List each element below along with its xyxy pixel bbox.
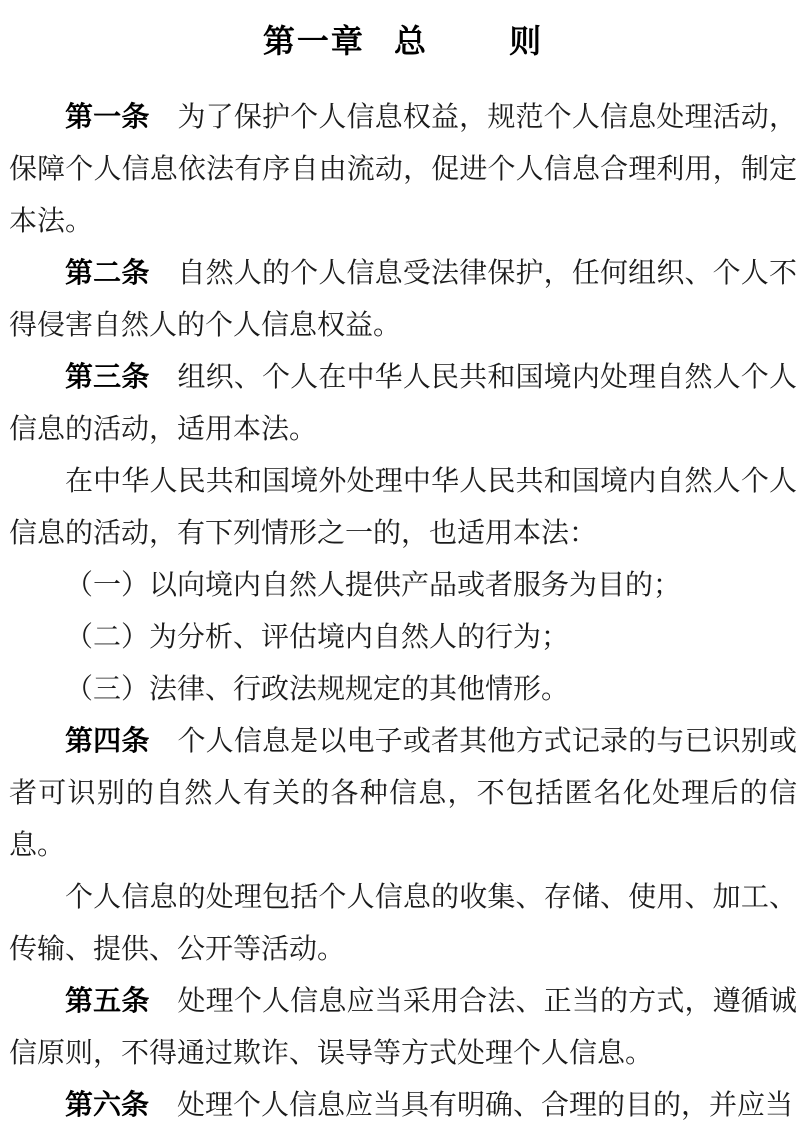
paragraph-article-3-extraterritorial [9, 455, 797, 559]
article-4-processing-definition-text: 个人信息的处理包括个人信息的收集、存储、使用、加工、传输、提供、公开等活动。 [9, 880, 797, 965]
paragraph-article-4-processing-definition [9, 871, 797, 975]
article-6-number: 第六条 [65, 1088, 150, 1121]
paragraph-article-6 [9, 1079, 797, 1131]
article-5-number: 第五条 [65, 984, 150, 1017]
list-item-3 [9, 663, 797, 715]
article-4-number: 第四条 [65, 724, 150, 757]
article-3-text: 组织、个人在中华人民共和国境内处理自然人个人信息的活动，适用本法。 [9, 360, 797, 445]
chapter-title [0, 0, 806, 61]
chapter-name-second: 则 [509, 22, 544, 60]
article-2-text: 自然人的个人信息受法律保护，任何组织、个人不得侵害自然人的个人信息权益。 [9, 256, 797, 341]
article-5-text: 处理个人信息应当采用合法、正当的方式，遵循诚信原则，不得通过欺诈、误导等方式处理个人信息。 [9, 984, 797, 1069]
chapter-number: 第一章 [262, 22, 365, 60]
paragraph-article-2 [9, 247, 797, 351]
paragraph-article-4 [9, 715, 797, 871]
list-item-1 [9, 559, 797, 611]
article-3-number: 第三条 [65, 360, 150, 393]
paragraph-article-3 [9, 351, 797, 455]
article-1-number: 第一条 [65, 100, 150, 133]
list-item-3-text: （三）法律、行政法规规定的其他情形。 [65, 672, 570, 705]
paragraph-article-5 [9, 975, 797, 1079]
article-body [9, 91, 797, 1131]
article-6-text: 处理个人信息应当具有明确、合理的目的，并应当 [177, 1088, 794, 1121]
article-4-text: 个人信息是以电子或者其他方式记录的与已识别或者可识别的自然人有关的各种信息，不包括匿名化处理后的信息。 [9, 724, 797, 861]
list-item-2-text: （二）为分析、评估境内自然人的行为； [65, 620, 570, 653]
chapter-name-first: 总 [393, 22, 428, 60]
list-item-1-text: （一）以向境内自然人提供产品或者服务为目的； [65, 568, 682, 601]
paragraph-article-1 [9, 91, 797, 247]
article-2-number: 第二条 [65, 256, 150, 289]
list-item-2 [9, 611, 797, 663]
article-3-extraterritorial-text: 在中华人民共和国境外处理中华人民共和国境内自然人个人信息的活动，有下列情形之一的，也适用本法： [9, 464, 797, 549]
article-1-text: 为了保护个人信息权益，规范个人信息处理活动，保障个人信息依法有序自由流动，促进个人信息合理利用，制定本法。 [9, 100, 797, 237]
